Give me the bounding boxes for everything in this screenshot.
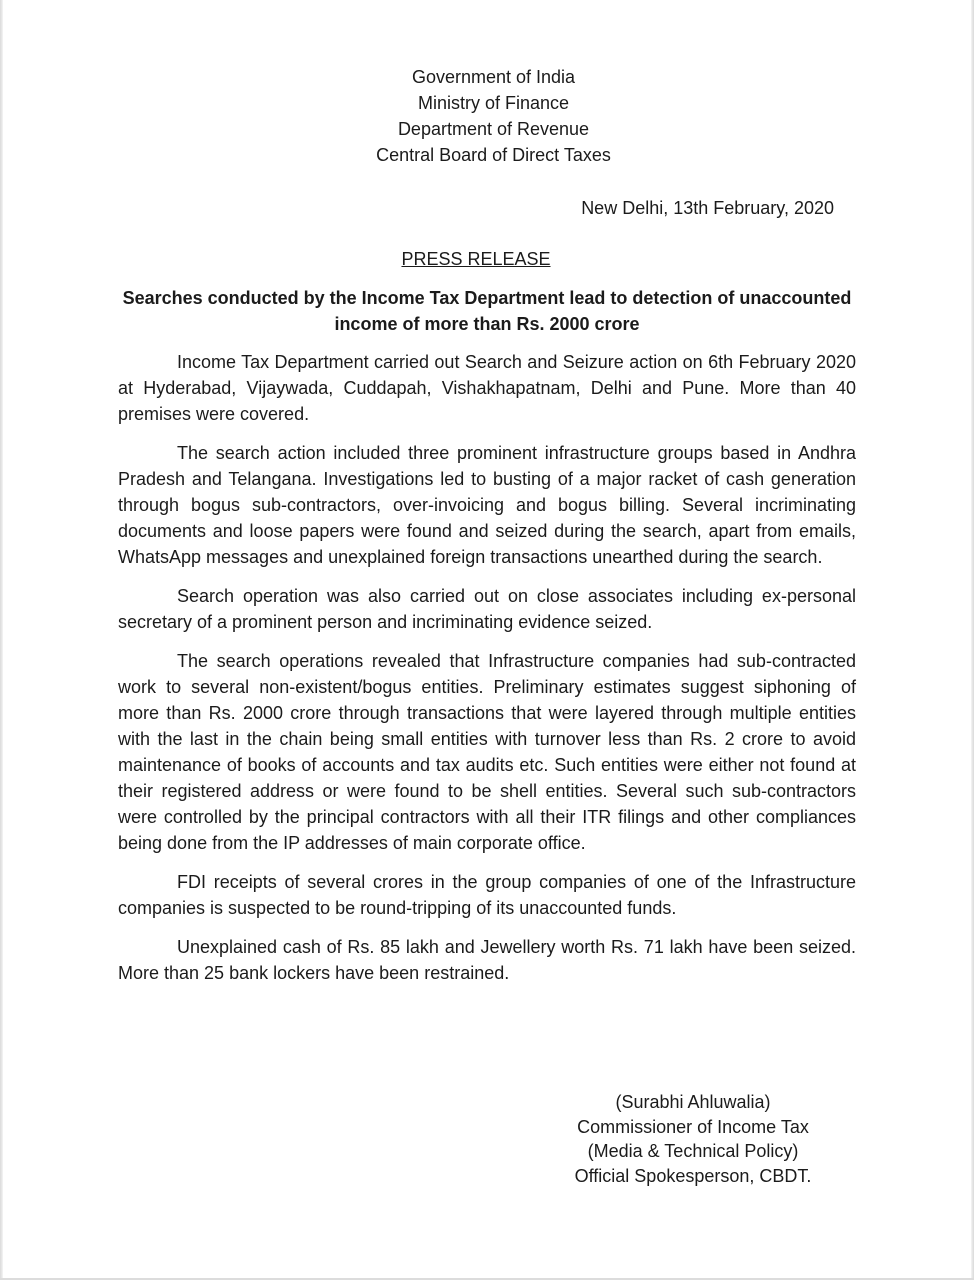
headline: Searches conducted by the Income Tax Department lead to detection of unaccounted income of more than Rs. 2000 crore — [122, 288, 852, 334]
paragraph-sub-contracting: The search operations revealed that Infrastructure companies had sub-contracted work to several non-existent/bogus entities. Preliminary estimates suggest siphoning of more than Rs. 2000 crore through transactions that were layered through multiple entities with the last in the chain being small entities with turnover less than Rs. 2 crore to avoid maintenance of books of accounts and tax audits etc. Such entities were either not found at their registered address or were found to be shell entities. Several such sub-contractors were controlled by the principal contractors with all their ITR filings and other compliances being done from the IP addresses of main corporate office. — [118, 651, 856, 853]
paragraph-search-action: Income Tax Department carried out Search and Seizure action on 6th February 2020 at Hyderabad, Vijaywada, Cuddapah, Vishakhapatnam, Delhi and Pune. More than 40 premises were covered. — [118, 352, 856, 424]
paragraph-infrastructure-groups: The search action included three prominent infrastructure groups based in Andhra Pradesh and Telangana. Investigations led to busting of a major racket of cash generation through bogus sub-contractors, over-invoicing and bogus billing. Several incriminating documents and loose papers were found and seized during the search, apart from emails, WhatsApp messages and unexplained foreign transactions unearthed during the search. — [118, 443, 856, 567]
dateline: New Delhi, 13th February, 2020 — [581, 198, 834, 218]
body-text — [118, 349, 856, 999]
signatory-role: Official Spokesperson, CBDT. — [574, 1165, 812, 1186]
letterhead-government: Government of India — [411, 67, 576, 87]
paragraph-close-associates: Search operation was also carried out on close associates including ex-personal secretary of a prominent person and incriminating evidence seized. — [118, 586, 856, 632]
letterhead-board: Central Board of Direct Taxes — [376, 145, 611, 165]
signature-block — [540, 1090, 846, 1188]
press-release-label: PRESS RELEASE — [401, 249, 551, 269]
signatory-name: (Surabhi Ahluwalia) — [615, 1092, 771, 1112]
letterhead — [0, 64, 974, 168]
letterhead-ministry: Ministry of Finance — [417, 93, 570, 113]
signatory-division: (Media & Technical Policy) — [587, 1141, 799, 1162]
paragraph-seizures: Unexplained cash of Rs. 85 lakh and Jewellery worth Rs. 71 lakh have been seized. More than 25 bank lockers have been restrained. — [118, 937, 856, 983]
signatory-title: Commissioner of Income Tax — [577, 1116, 809, 1137]
letterhead-department: Department of Revenue — [397, 119, 590, 139]
press-release-label-row — [0, 246, 952, 272]
scan-edge-left — [0, 0, 3, 1280]
paragraph-fdi-receipts: FDI receipts of several crores in the group companies of one of the Infrastructure companies is suspected to be round-tripping of its unaccounted funds. — [118, 872, 856, 918]
